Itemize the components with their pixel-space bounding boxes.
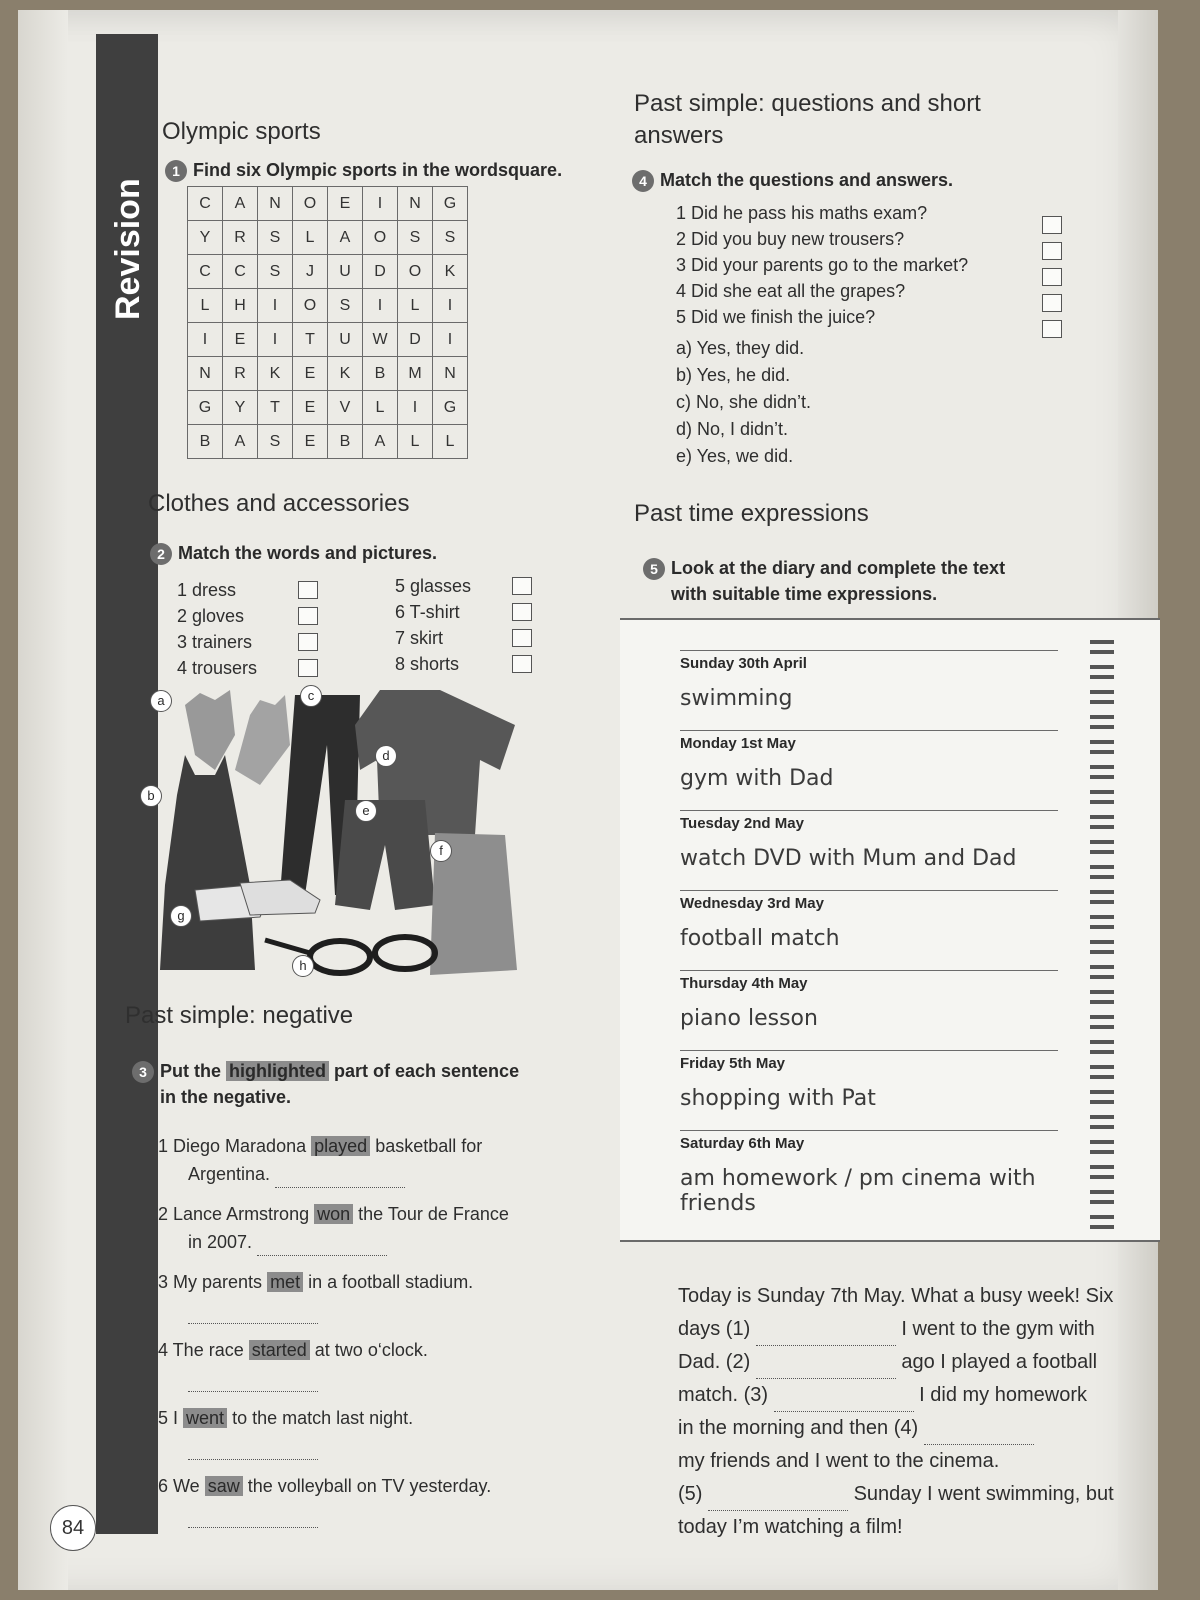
grid-cell[interactable]: R (223, 221, 258, 255)
instr-post: part of each sentence (334, 1061, 520, 1081)
grid-cell[interactable]: L (188, 289, 223, 323)
word-trainers: 3 trainers (177, 632, 253, 652)
item-text: 1 Diego Maradona (158, 1136, 307, 1156)
grid-cell[interactable]: U (328, 323, 363, 357)
item-text: 2 Lance Armstrong (158, 1204, 310, 1224)
blank-1-input[interactable] (756, 1331, 896, 1346)
answer-box[interactable] (512, 603, 532, 621)
answer-item: c) No, she didn’t. (676, 392, 812, 412)
item-text: to the match last night. (232, 1408, 414, 1428)
word-trousers: 4 trousers (177, 658, 258, 678)
picture-label-e: e (355, 800, 377, 822)
exercise-1-number: 1 (165, 160, 187, 182)
blank-5-input[interactable] (708, 1496, 848, 1511)
picture-label-d: d (375, 745, 397, 767)
word-skirt: 7 skirt (395, 628, 444, 648)
answer-line[interactable] (188, 1445, 318, 1460)
diary-activity: friends (680, 1191, 756, 1216)
grid-cell[interactable]: I (433, 323, 468, 357)
grid-cell[interactable]: D (398, 323, 433, 357)
grid-row (188, 255, 468, 289)
grid-cell[interactable]: N (398, 187, 433, 221)
question-item: 2 Did you buy new trousers? (676, 229, 905, 249)
grid-cell[interactable]: A (328, 221, 363, 255)
diary-rule (680, 650, 1058, 651)
fill-text-line: Sunday I went swimming, but (853, 1483, 1114, 1505)
grid-row (188, 425, 468, 459)
grid-cell[interactable]: I (363, 187, 398, 221)
fill-text-line: Dad. (2) (678, 1351, 751, 1373)
question-item: 5 Did we finish the juice? (676, 307, 876, 327)
clothes-col1 (177, 577, 257, 681)
exercise-1-instruction (165, 160, 562, 182)
glasses-image (310, 941, 370, 973)
instr-highlight: highlighted (226, 1061, 329, 1081)
diary-spiral-rings (1090, 640, 1114, 1230)
grid-cell[interactable]: L (398, 425, 433, 459)
grid-cell[interactable]: C (188, 187, 223, 221)
diary-date: Thursday 4th May (680, 975, 808, 992)
negative-title: Past simple: negative (125, 1002, 354, 1029)
grid-cell[interactable]: C (223, 255, 258, 289)
diary-rule (680, 1130, 1058, 1131)
picture-label-b: b (140, 785, 162, 807)
fill-text-line: Today is Sunday 7th May. What a busy week! Six (678, 1285, 1114, 1307)
diary-activity: football match (680, 926, 840, 951)
exercise-5-instruction (643, 555, 1005, 607)
grid-cell[interactable]: B (363, 357, 398, 391)
glove-image (185, 690, 235, 770)
item-text: 6 We (158, 1476, 200, 1496)
diary-rule (680, 970, 1058, 971)
diary-rule (680, 890, 1058, 891)
fill-text-line: I did my homework (919, 1384, 1087, 1406)
answer-box[interactable] (512, 577, 532, 595)
exercise-2-instruction (150, 543, 437, 565)
answer-box[interactable] (298, 659, 318, 677)
dress-image (160, 755, 255, 970)
item-highlight: won (314, 1204, 353, 1224)
negative-item (158, 1268, 608, 1324)
fill-text-line: (5) (678, 1483, 703, 1505)
fill-text-line: ago I played a football (901, 1351, 1098, 1373)
answer-line[interactable] (188, 1513, 318, 1528)
answer-box[interactable] (1042, 216, 1062, 234)
grid-cell[interactable]: N (258, 187, 293, 221)
answer-box[interactable] (1042, 294, 1062, 312)
grid-cell[interactable]: U (328, 255, 363, 289)
diary-day-entry (680, 730, 1080, 810)
diary-day-entry (680, 1050, 1080, 1130)
item-line2: Argentina. (188, 1164, 271, 1184)
time-expressions-title: Past time expressions (634, 500, 869, 527)
exercise-1-text: Find six Olympic sports in the wordsquare. (193, 160, 563, 180)
question-item: 3 Did your parents go to the market? (676, 255, 969, 275)
grid-cell[interactable]: I (258, 323, 293, 357)
grid-cell[interactable]: I (433, 289, 468, 323)
grid-cell[interactable]: S (328, 289, 363, 323)
grid-cell[interactable]: G (433, 391, 468, 425)
diary-rule (680, 730, 1058, 731)
answer-box[interactable] (298, 633, 318, 651)
grid-row (188, 391, 468, 425)
picture-label-g: g (170, 905, 192, 927)
grid-cell[interactable]: K (328, 357, 363, 391)
grid-cell[interactable]: L (398, 289, 433, 323)
answer-item: e) Yes, we did. (676, 446, 794, 466)
answer-box[interactable] (512, 655, 532, 673)
grid-cell[interactable]: O (293, 289, 328, 323)
grid-cell[interactable]: S (258, 425, 293, 459)
grid-row (188, 357, 468, 391)
grid-cell[interactable]: M (398, 357, 433, 391)
grid-cell[interactable]: N (188, 357, 223, 391)
fill-text-line: in the morning and then (4) (678, 1417, 919, 1439)
fill-in-text (678, 1280, 1138, 1544)
diary-date: Saturday 6th May (680, 1135, 805, 1152)
clothes-title: Clothes and accessories (148, 490, 410, 517)
grid-cell[interactable]: A (223, 425, 258, 459)
wordsquare-grid[interactable] (187, 186, 468, 459)
grid-cell[interactable]: W (363, 323, 398, 357)
grid-cell[interactable]: Y (188, 221, 223, 255)
answer-box[interactable] (1042, 320, 1062, 338)
grid-cell[interactable]: I (188, 323, 223, 357)
diary-activity: piano lesson (680, 1006, 818, 1031)
clothes-col2-boxes (512, 573, 532, 677)
grid-cell[interactable]: A (223, 187, 258, 221)
diary-date: Tuesday 2nd May (680, 815, 804, 832)
grid-cell[interactable]: E (293, 425, 328, 459)
fill-text-line: match. (3) (678, 1384, 769, 1406)
diary-day-entry (680, 810, 1080, 890)
diary-day-entry (680, 970, 1080, 1050)
revision-tab-label: Revision (109, 178, 147, 320)
answer-box[interactable] (512, 629, 532, 647)
picture-label-f: f (430, 840, 452, 862)
item-text: 3 My parents (158, 1272, 263, 1292)
word-shorts: 8 shorts (395, 654, 460, 674)
answer-box[interactable] (1042, 242, 1062, 260)
grid-cell[interactable]: L (363, 391, 398, 425)
grid-cell[interactable]: O (398, 255, 433, 289)
grid-cell[interactable]: A (363, 425, 398, 459)
clothes-picture (155, 685, 525, 990)
fill-text-line: I went to the gym with (901, 1318, 1095, 1340)
exercise-4-number: 4 (632, 170, 654, 192)
answer-line[interactable] (188, 1309, 318, 1324)
question-item: 1 Did he pass his maths exam? (676, 203, 928, 223)
questions-title (634, 88, 981, 152)
grid-cell[interactable]: S (433, 221, 468, 255)
instr-line2: in the negative. (160, 1087, 292, 1107)
diary-entries (680, 650, 1080, 1216)
grid-cell[interactable]: D (363, 255, 398, 289)
answer-box[interactable] (298, 607, 318, 625)
picture-label-h: h (292, 955, 314, 977)
grid-cell[interactable]: L (433, 425, 468, 459)
blank-3-input[interactable] (774, 1397, 914, 1412)
grid-cell[interactable]: C (188, 255, 223, 289)
exercise-5-number: 5 (643, 558, 665, 580)
negative-item (158, 1472, 608, 1528)
diary-date: Wednesday 3rd May (680, 895, 824, 912)
item-line2: in 2007. (188, 1232, 253, 1252)
blank-2-input[interactable] (756, 1364, 896, 1379)
diary-activity: watch DVD with Mum and Dad (680, 846, 1017, 871)
questions-title-line1: Past simple: questions and short (634, 90, 981, 117)
diary-day-entry (680, 1130, 1080, 1216)
grid-row (188, 187, 468, 221)
answer-box[interactable] (298, 581, 318, 599)
exercise-5-line2: with suitable time expressions. (671, 584, 938, 604)
picture-label-a: a (150, 690, 172, 712)
negative-sentence-list (158, 1132, 608, 1540)
word-tshirt: 6 T-shirt (395, 602, 460, 622)
answer-line[interactable] (257, 1241, 387, 1256)
item-text: in a football stadium. (308, 1272, 474, 1292)
grid-cell[interactable]: B (328, 425, 363, 459)
word-glasses: 5 glasses (395, 576, 472, 596)
grid-cell[interactable]: E (328, 187, 363, 221)
diary-activity: swimming (680, 686, 793, 711)
olympic-sports-title: Olympic sports (162, 118, 321, 145)
grid-cell[interactable]: I (363, 289, 398, 323)
item-text: 5 I (158, 1408, 179, 1428)
grid-cell[interactable]: E (293, 357, 328, 391)
grid-cell[interactable]: Y (223, 391, 258, 425)
word-gloves: 2 gloves (177, 606, 245, 626)
negative-item (158, 1200, 608, 1256)
answer-list (676, 335, 811, 470)
answer-item: b) Yes, he did. (676, 365, 791, 385)
picture-label-c: c (300, 685, 322, 707)
negative-item (158, 1336, 608, 1392)
diary-date: Friday 5th May (680, 1055, 786, 1072)
item-text: the Tour de France (358, 1204, 509, 1224)
item-highlight: met (267, 1272, 303, 1292)
grid-cell[interactable]: G (433, 187, 468, 221)
question-item: 4 Did she eat all the grapes? (676, 281, 906, 301)
item-text: the volleyball on TV yesterday. (247, 1476, 492, 1496)
exercise-2-text: Match the words and pictures. (178, 543, 438, 563)
diary-day-entry (680, 650, 1080, 730)
grid-cell[interactable]: B (188, 425, 223, 459)
exercise-2-number: 2 (150, 543, 172, 565)
diary-rule (680, 1050, 1058, 1051)
grid-cell[interactable]: K (258, 357, 293, 391)
diary-activity: am homework / pm cinema with (680, 1166, 1036, 1191)
questions-title-line2: answers (634, 122, 724, 149)
grid-cell[interactable]: S (258, 221, 293, 255)
grid-cell[interactable]: L (293, 221, 328, 255)
grid-cell[interactable]: V (328, 391, 363, 425)
grid-cell[interactable]: I (258, 289, 293, 323)
question-answer-boxes (1042, 212, 1062, 342)
answer-line[interactable] (275, 1173, 405, 1188)
fill-text-line: days (1) (678, 1318, 751, 1340)
grid-cell[interactable]: J (293, 255, 328, 289)
diary-day-entry (680, 890, 1080, 970)
grid-row (188, 289, 468, 323)
diary-date: Sunday 30th April (680, 655, 807, 672)
exercise-3-number: 3 (132, 1061, 154, 1083)
diary-rule (680, 810, 1058, 811)
exercise-4-text: Match the questions and answers. (660, 170, 954, 190)
fill-text-line: today I’m watching a film! (678, 1516, 903, 1538)
fill-text-line: my friends and I went to the cinema. (678, 1450, 1000, 1472)
item-highlight: started (249, 1340, 310, 1360)
grid-row (188, 221, 468, 255)
answer-line[interactable] (188, 1377, 318, 1392)
item-text: 4 The race (158, 1340, 244, 1360)
grid-cell[interactable]: S (398, 221, 433, 255)
grid-cell[interactable]: S (258, 255, 293, 289)
grid-cell[interactable]: E (293, 391, 328, 425)
item-highlight: went (183, 1408, 227, 1428)
shorts-image (335, 800, 435, 910)
negative-item (158, 1404, 608, 1460)
item-text: basketball for (375, 1136, 483, 1156)
grid-cell[interactable]: R (223, 357, 258, 391)
answer-item: a) Yes, they did. (676, 338, 805, 358)
glove-image (235, 695, 290, 785)
diary-activity: gym with Dad (680, 766, 834, 791)
word-dress: 1 dress (177, 580, 237, 600)
grid-cell[interactable]: K (433, 255, 468, 289)
grid-cell[interactable]: G (188, 391, 223, 425)
answer-item: d) No, I didn’t. (676, 419, 789, 439)
instr-pre: Put the (160, 1061, 221, 1081)
negative-item (158, 1132, 608, 1188)
grid-cell[interactable]: T (293, 323, 328, 357)
diary-activity: shopping with Pat (680, 1086, 876, 1111)
answer-box[interactable] (1042, 268, 1062, 286)
diary-date: Monday 1st May (680, 735, 796, 752)
grid-cell[interactable]: H (223, 289, 258, 323)
exercise-5-line1: Look at the diary and complete the text (671, 558, 1006, 578)
page-number: 84 (50, 1505, 96, 1551)
grid-cell[interactable]: O (293, 187, 328, 221)
item-highlight: played (311, 1136, 370, 1156)
grid-cell[interactable]: O (363, 221, 398, 255)
grid-cell[interactable]: N (433, 357, 468, 391)
grid-cell[interactable]: E (223, 323, 258, 357)
question-list (676, 200, 968, 330)
item-highlight: saw (205, 1476, 243, 1496)
grid-row (188, 323, 468, 357)
clothes-col1-boxes (298, 577, 318, 681)
exercise-4-instruction (632, 170, 953, 192)
trainer-image (240, 880, 320, 915)
item-text: at two o‘clock. (314, 1340, 428, 1360)
clothes-col2 (395, 573, 471, 677)
grid-cell[interactable]: T (258, 391, 293, 425)
blank-4-input[interactable] (924, 1430, 1034, 1445)
grid-cell[interactable]: I (398, 391, 433, 425)
exercise-3-instruction (132, 1058, 519, 1110)
